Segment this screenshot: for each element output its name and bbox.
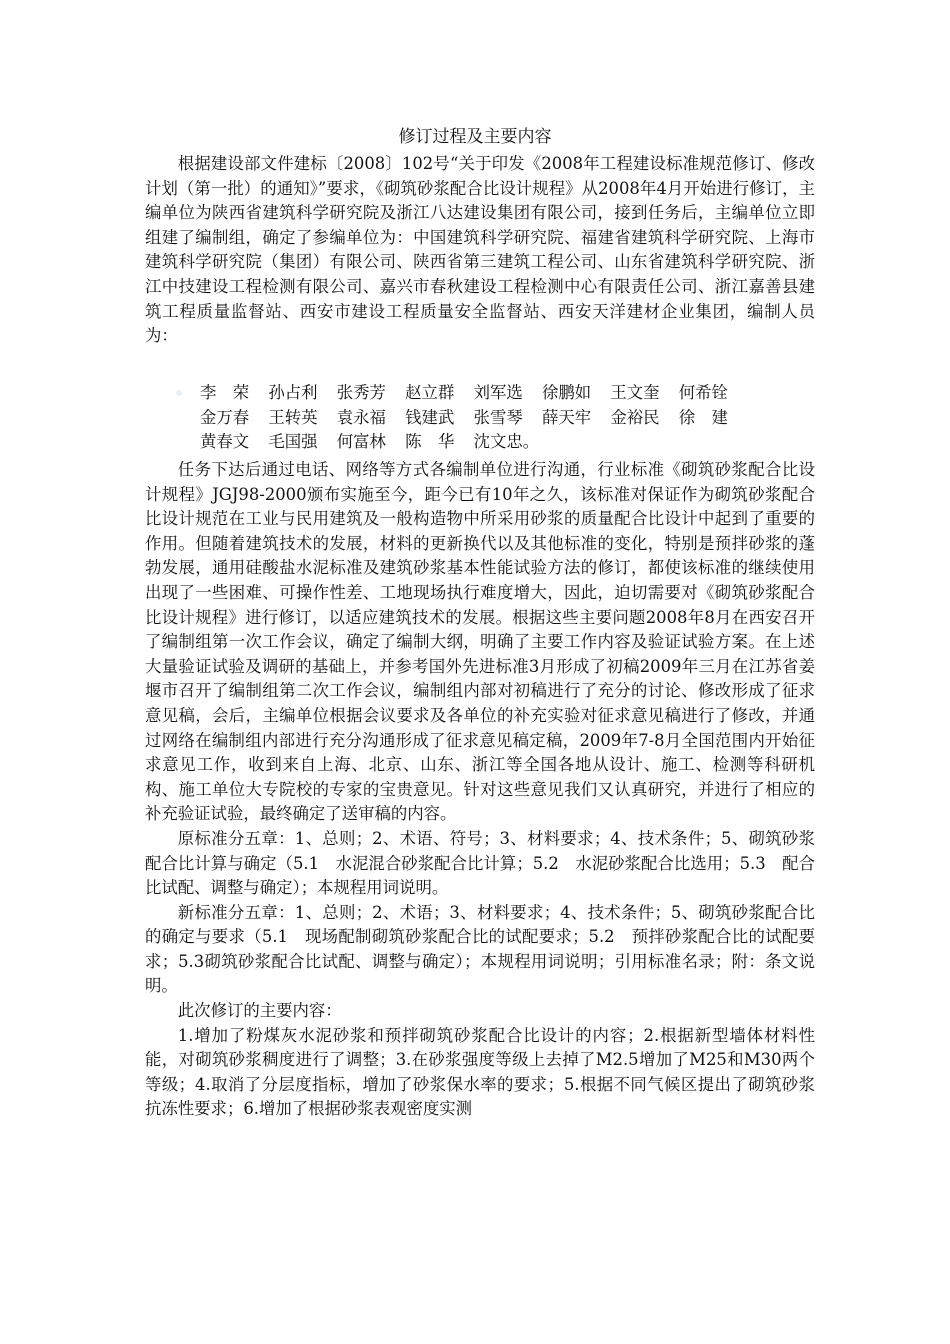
editor-name: 张秀芳 — [336, 383, 386, 402]
editor-name: 张雪琴 — [473, 407, 523, 427]
editor-name: 何希铨 — [678, 383, 728, 402]
editor-name: 薛天牢 — [541, 407, 592, 427]
paragraph-revision-items: 1.增加了粉煤灰水泥砂浆和预拌砌筑砂浆配合比设计的内容；2.根据新型墙体材料性能，对砌筑砂浆稠度进行了调整；3.在砂浆强度等级上去掉了M2.5增加了M25和M30两个等级；4.取消了分层度指标，增加了砂浆保水率的要求；5.根据不同气候区提出了砌筑砂浆抗冻性要求；6.增加了根据砂浆表观密度实测 — [145, 1025, 815, 1119]
editor-name: 金万春 — [200, 407, 250, 427]
list-bullet-icon — [176, 390, 182, 396]
editor-name: 徐鹏如 — [541, 383, 592, 402]
paragraph-background: 根据建设部文件建标〔2008〕102号“关于印发《2008年工程建设标准规范修订、修改计划（第一批）的通知》”要求，《砌筑砂浆配合比设计规程》从2008年4月开始进行修订，主编单位为陕西省建筑科学研究院及浙江八达建设集团有限公司，接到任务后，主编单位立即组建了编制组，确定了参编单位为：中国建筑科学研究院、福建省建筑科学研究院、上海市建筑科学研究院（集团）有限公司、陕西省第三建筑工程公司、山东省建筑科学研究院、浙江中技建设工程检测有限公司、嘉兴市春秋建设工程检测中心有限责任公司、浙江嘉善县建筑工程质量监督站、西安市建设工程质量安全监督站、西安天洋建材企业集团，编制人员为： — [145, 154, 815, 346]
editor-name: 沈文忠。 — [473, 432, 540, 452]
editor-name: 何富林 — [336, 432, 386, 452]
intro-block — [145, 152, 815, 349]
document-title: 修订过程及主要内容 — [398, 127, 552, 147]
editor-name: 李 荣 — [200, 383, 250, 402]
editor-name: 徐 建 — [678, 407, 728, 427]
editor-name: 刘军选 — [473, 383, 523, 402]
main-body — [145, 458, 815, 1122]
editor-name: 孙占利 — [268, 383, 318, 402]
editor-name: 赵立群 — [405, 383, 455, 402]
editor-name: 王文奎 — [610, 383, 660, 402]
editor-name: 王转英 — [268, 407, 318, 427]
editor-name: 袁永福 — [336, 407, 386, 427]
names-row — [200, 381, 820, 406]
editor-name: 黄春文 — [200, 432, 250, 452]
editor-name: 毛国强 — [268, 432, 318, 452]
names-row — [200, 430, 820, 455]
names-row — [200, 406, 820, 431]
editor-names-list — [200, 381, 820, 455]
paragraph-revision-heading: 此次修订的主要内容： — [177, 1001, 342, 1021]
editor-name: 金裕民 — [610, 407, 660, 427]
editor-name: 陈 华 — [405, 432, 455, 452]
paragraph-old-standard: 原标准分五章：1、总则；2、术语、符号；3、材料要求；4、技术条件；5、砌筑砂浆配合比计算与确定（5.1 水泥混合砂浆配合比计算；5.2 水泥砂浆配合比选用；5.3 配合比试配、调整与确定）；本规程用词说明。 — [145, 828, 815, 898]
paragraph-new-standard: 新标准分五章：1、总则；2、术语；3、材料要求；4、技术条件；5、砌筑砂浆配合比的确定与要求（5.1 现场配制砌筑砂浆配合比的试配要求；5.2 预拌砂浆配合比的试配要求；5.3砌筑砂浆配合比试配、调整与确定）；本规程用词说明；引用标准名录；附：条文说明。 — [145, 902, 815, 996]
editor-name: 钱建武 — [405, 407, 455, 427]
paragraph-process: 任务下达后通过电话、网络等方式各编制单位进行沟通，行业标准《砌筑砂浆配合比设计规程》JGJ98-2000颁布实施至今，距今已有10年之久，该标准对保证作为砌筑砂浆配合比设计规范在工业与民用建筑及一般构造物中所采用砂浆的质量配合比设计中起到了重要的作用。但随着建筑技术的发展，材料的更新换代以及其他标准的变化，特别是预拌砂浆的蓬勃发展，通用硅酸盐水泥标准及建筑砂浆基本性能试验方法的修订，都使该标准的继续使用出现了一些困难、可操作性差、工地现场执行难度增大，因此，迫切需要对《砌筑砂浆配合比设计规程》进行修订，以适应建筑技术的发展。根据这些主要问题2008年8月在西安召开了编制组第一次工作会议，确定了编制大纲，明确了主要工作内容及验证试验方案。在上述大量验证试验及调研的基础上，并参考国外先进标准3月形成了初稿2009年三月在江苏省姜堰市召开了编制组第二次工作会议，编制组内部对初稿进行了充分的讨论、修改形成了征求意见稿，会后，主编单位根据会议要求及各单位的补充实验对征求意见稿进行了修改，并通过网络在编制组内部进行充分沟通形成了征求意见稿定稿，2009年7-8月全国范围内开始征求意见工作，收到来自上海、北京、山东、浙江等全国各地从设计、施工、检测等科研机构、施工单位大专院校的专家的宝贵意见。针对这些意见我们又认真研究，并进行了相应的补充验证试验，最终确定了送审稿的内容。 — [145, 460, 815, 824]
